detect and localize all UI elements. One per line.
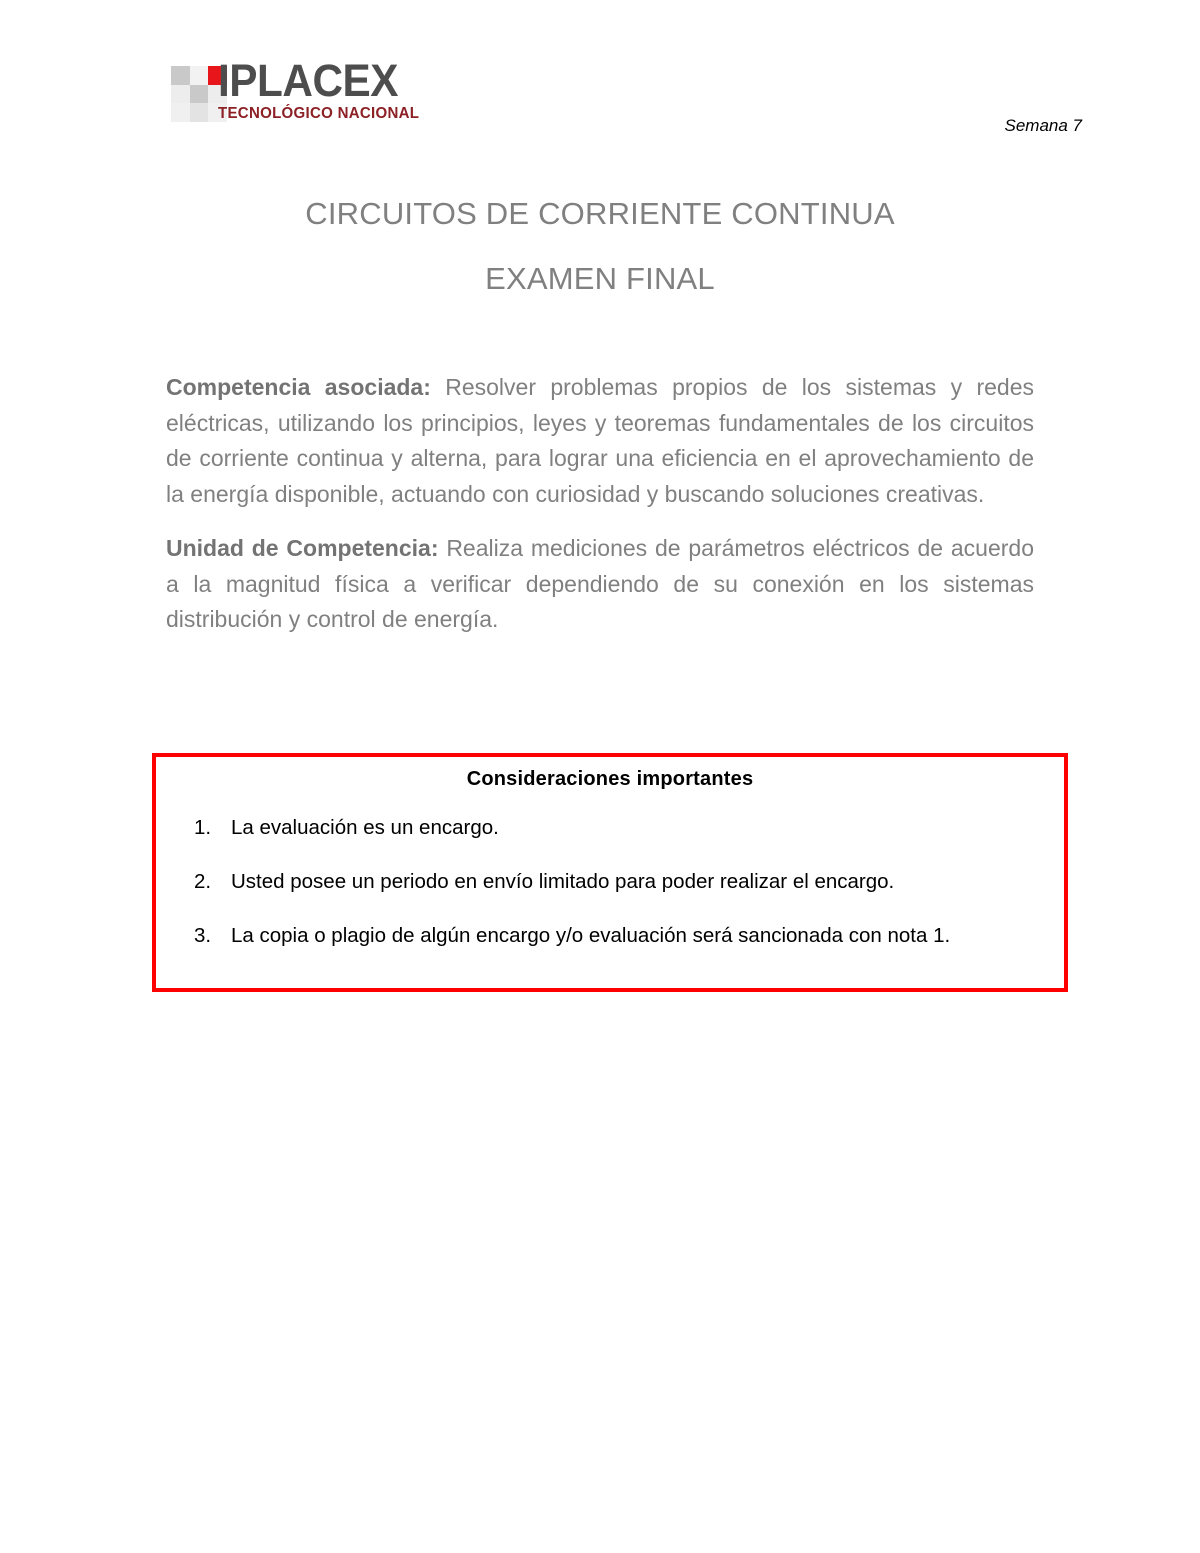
paragraph-competencia-asociada (166, 370, 1034, 512)
paragraph-lead-label: Unidad de Competencia: (166, 535, 439, 561)
list-item-number: 1. (194, 816, 212, 839)
paragraph-lead-label: Competencia asociada: (166, 374, 431, 400)
paragraph-text: Realiza mediciones de parámetros eléctricos de acuerdo a la magnitud física a verificar dependiendo de su conexión en los sistemas distribución y control de energía. (166, 535, 1034, 632)
logo-cell-0 (171, 66, 190, 85)
logo-cell-3 (171, 85, 190, 104)
notice-list (156, 813, 1064, 951)
logo-tagline-text: TECNOLÓGICO NACIONAL (218, 105, 420, 122)
notice-box-title: Consideraciones importantes (466, 768, 754, 790)
logo-cell-4 (190, 85, 209, 104)
page-header (168, 55, 1082, 138)
list-item-text: La evaluación es un encargo. (231, 816, 499, 839)
iplacex-logo (168, 55, 428, 130)
list-item (156, 813, 1064, 843)
paragraph-text: Resolver problemas propios de los sistemas y redes eléctricas, utilizando los principios, leyes y teoremas fundamentales de los circuitos de corriente continua y alterna, para lograr una eficiencia en el aprovechamiento de la energía disponible, actuando con curiosidad y buscando soluciones creativas. (166, 374, 1034, 507)
header-week-label: Semana 7 (1004, 116, 1082, 135)
page-title-line-1: CIRCUITOS DE CORRIENTE CONTINUA (305, 196, 895, 231)
list-item-text: Usted posee un periodo en envío limitado para poder realizar el encargo. (231, 870, 895, 893)
logo-wordmark (218, 55, 426, 123)
logo-cell-6 (171, 103, 190, 122)
logo-name-text: IPLACEX (218, 55, 399, 106)
paragraph-unidad-de-competencia (166, 531, 1034, 638)
list-item (156, 921, 1064, 951)
list-item-number: 2. (194, 870, 212, 893)
important-considerations-box (152, 753, 1068, 992)
list-item-text: La copia o plagio de algún encargo y/o evaluación será sancionada con nota 1. (231, 924, 951, 947)
list-item-number: 3. (194, 924, 212, 947)
logo-cell-7 (190, 103, 209, 122)
logo-cell-1 (190, 66, 209, 85)
list-item (156, 867, 1064, 897)
page-title-line-2: EXAMEN FINAL (485, 261, 715, 296)
document-body (166, 370, 1034, 657)
